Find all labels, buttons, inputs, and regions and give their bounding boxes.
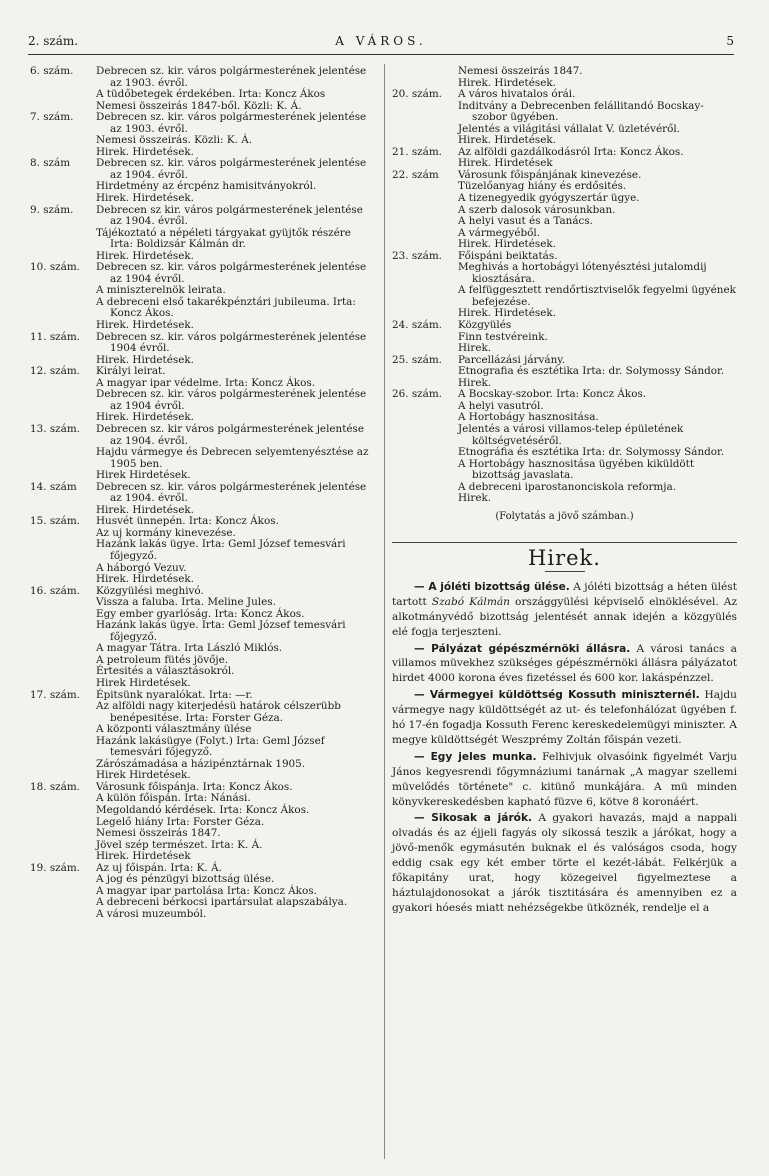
issue-entry [30, 262, 375, 331]
article-title: Hirek. Hirdetések [458, 157, 553, 170]
issue-entry [30, 205, 375, 263]
issue-entry [392, 147, 737, 170]
article-title: Városunk főispánjának kinevezése. [458, 168, 642, 181]
news-item [392, 642, 737, 687]
article-title: A jog és pénzügyi bizottság ülése. [96, 873, 275, 886]
right-column [392, 66, 737, 918]
news-items [392, 580, 737, 916]
article-title: Királyi leirat. [96, 365, 166, 378]
issue-contents [96, 482, 375, 517]
issue-contents [458, 66, 737, 89]
article-title: Hirek. Hirdetések. [96, 573, 194, 586]
header-divider [28, 54, 734, 55]
continuation-note: (Folytatás a jövő számban.) [495, 510, 634, 522]
article-title: Nemesi összeirás 1847-ből. Közli: K. Á. [96, 99, 302, 112]
issue-contents [96, 586, 375, 690]
article-title: Hirek. Hirdetések. [96, 145, 194, 158]
article-title: A központi választmány ülése [96, 723, 252, 736]
article-title: Etnográfia és esztétika Irta: dr. Solymossy Sándor. [458, 446, 725, 459]
issue-contents [458, 389, 737, 504]
issue-number-label: 6. szám. [30, 65, 74, 77]
section-divider [392, 542, 737, 543]
article-title: Hirek. Hirdetések. [96, 319, 194, 332]
article-title: Inditvány a Debrecenben felállitandó Bocskay-szobor ügyében. [458, 99, 704, 124]
article-title: Hirdetmény az ércpénz hamisitványokról. [96, 180, 317, 193]
issue-contents [458, 89, 737, 147]
article-title: Városunk főispánja. Irta: Koncz Ákos. [96, 780, 293, 793]
news-body: A jóléti bizottság a héten ülést tartott [392, 580, 737, 608]
issue-contents [96, 424, 375, 482]
article-title: Husvét ünnepén. Irta: Koncz Ákos. [96, 515, 279, 528]
article-title: Meghivás a hortobágyi lótenyésztési jutalomdij kiosztására. [458, 261, 707, 285]
article-title: Debrecen sz kir. város polgármesterének jelentése az 1904. évről. [96, 203, 363, 228]
article-title: Hirek. Hirdetések. [96, 249, 194, 262]
article-title: Hirek. Hirdetések [96, 850, 191, 863]
article-title: Nemesi összeirás 1847. [96, 827, 221, 840]
article-title: Hirek. Hirdetések. [96, 192, 194, 205]
news-headline: — Pályázat gépészmérnöki állásra. [414, 642, 631, 655]
issue-entry [30, 782, 375, 863]
news-headline: — Egy jeles munka. [414, 750, 537, 763]
issue-number-label: 10. szám. [30, 261, 80, 274]
article-title: A Bocskay-szobor. Irta: Koncz Ákos. [458, 388, 647, 401]
issue-entry [392, 389, 737, 504]
news-body: A gyakori havazás, majd a nappali olvadás és az éjjeli fagyás oly sikossá teszik a járókat, hogy a jövő-menők egymásutén buknak el és valóságos csoda, hogy eddig csak egy két ember törte el kezét-lábát. Felkérjük a főkapitány urat, hogy közegeivel figyelmeztese a háztulajdonosokat a járók tisztitására és amennyiben ez a gyakori hóesés miatt nehézségekbe ütköznék, rendelje el a [392, 812, 737, 914]
news-item [392, 580, 737, 640]
article-title: Értesités a választásokról. [96, 665, 235, 678]
issue-entry [392, 355, 737, 390]
article-title: Debrecen sz. kir. város polgármesterének jelentése az 1904 évről. [96, 261, 367, 285]
issue-contents [96, 66, 375, 112]
article-title: Hirek. Hirdetések. [458, 134, 556, 147]
article-title: Jelentés a világitási vállalat V. üzletévéről. [458, 122, 680, 135]
article-title: Főispáni beiktatás. [458, 249, 558, 262]
issue-contents [96, 516, 375, 585]
article-title: A magyar Tátra. Irta László Miklós. [96, 642, 283, 655]
article-title: Hazánk lakás ügye. Irta: Geml József temesvári főjegyző. [96, 538, 346, 562]
article-title: Nemesi összeirás. Közli: K. Á. [96, 134, 253, 147]
issue-contents [96, 158, 375, 204]
article-title: Hirek. Hirdetések. [458, 238, 556, 251]
issue-entry [30, 586, 375, 690]
article-title: Hirek Hirdetések. [96, 769, 191, 782]
news-item [392, 750, 737, 810]
issue-entry [30, 690, 375, 782]
issue-number-label: 9. szám. [30, 203, 74, 216]
page-header [28, 34, 734, 52]
article-title: Az uj kormány kinevezése. [96, 526, 236, 539]
issue-number-label [392, 66, 458, 89]
article-title: A petroleum fütés jövője. [96, 653, 229, 666]
issue-contents [96, 782, 375, 863]
issue-number-label: 14. szám [30, 480, 77, 493]
article-title: Etnografia és esztétika Irta: dr. Solymossy Sándor. [458, 365, 725, 378]
article-title: Hirek. [458, 492, 492, 505]
column-divider [384, 64, 385, 1159]
issue-contents [96, 112, 375, 158]
article-title: Hirek. [458, 342, 492, 355]
left-column-contents [30, 66, 375, 920]
issue-contents [458, 320, 737, 355]
article-title: A helyi vasut és a Tanács. [458, 215, 593, 228]
issue-number-label: 13. szám. [30, 422, 80, 435]
article-title: A külön főispán. Irta: Nánási. [96, 792, 251, 805]
article-title: Közgyülés [458, 319, 512, 332]
article-title: A helyi vasutról. [458, 399, 544, 412]
issue-entry [30, 424, 375, 482]
article-title: Debrecen sz. kir. város polgármesterének jelentése 1904 évről. [96, 330, 367, 355]
issue-entry [30, 482, 375, 517]
article-title: A debreceni iparostanonciskola reformja. [458, 480, 677, 493]
issue-entry [392, 66, 737, 89]
article-title: Egy ember gyarlóság. Irta: Koncz Ákos. [96, 607, 305, 620]
issue-number-label: 25. szám. [392, 353, 442, 366]
article-title: A felfüggesztett rendőrtisztviselők fegyelmi ügyének befejezése. [458, 284, 736, 308]
issue-number-label: 19. szám. [30, 861, 80, 874]
issue-entry [392, 320, 737, 355]
news-headline: — Sikosak a járók. [414, 812, 533, 825]
issue-contents [458, 147, 737, 170]
issue-number: 2. szám. [28, 34, 79, 48]
article-title: A tüdőbetegek érdekében. Irta: Koncz Ákos [96, 88, 326, 101]
news-item [392, 811, 737, 915]
issue-entry [30, 516, 375, 585]
article-title: Az alföldi nagy kiterjedésü határok célszerübb benépesitése. Irta: Forster Géza. [96, 700, 341, 724]
article-title: A debreceni bérkocsi ipartársulat alapszabálya. [96, 896, 348, 909]
article-title: Finn testvéreink. [458, 330, 548, 343]
article-title: Parcellázási járvány. [458, 353, 566, 366]
article-title: Megoldandó kérdések. Irta: Koncz Ákos. [96, 804, 310, 816]
page-number: 5 [726, 34, 734, 48]
article-title: A város hivatalos órái. [458, 88, 576, 101]
news-item [392, 688, 737, 748]
article-title: Nemesi összeirás 1847. [458, 65, 583, 77]
article-title: Tájékoztató a népéleti tárgyakat gyüjtők részére Irta: Boldizsár Kálmán dr. [96, 226, 351, 251]
article-title: A Hortobágy hasznositása ügyében kiküldött bizottság javaslata. [458, 457, 695, 482]
article-title: A vármegyéből. [458, 226, 541, 239]
issue-number-label: 12. szám. [30, 365, 80, 378]
masthead-title: A VÁROS. [335, 34, 427, 48]
issue-entry [30, 366, 375, 424]
issue-contents [458, 251, 737, 320]
article-title: A szerb dalosok városunkban. [458, 203, 616, 216]
article-title: Épitsünk nyaralókat. Irta: —r. [96, 688, 253, 701]
issue-number-label: 22. szám [392, 168, 439, 181]
issue-entry [392, 89, 737, 147]
news-body: Hajdu vármegye nagy küldöttségét az ut- és telefonhálózat ügyében f. hó 17-én fogadja Kossuth Ferenc kereskedelemügyi miniszter. A megye küldöttségét Weszprémy Zoltán főispán vezeti. [392, 689, 737, 746]
article-title: Az alföldi gazdálkodásról Irta: Koncz Ákos. [458, 145, 684, 158]
article-title: Debrecen sz. kir város polgármesterének jelentése az 1904. évről. [96, 422, 365, 447]
issue-contents [458, 355, 737, 390]
news-headline: — Vármegyei küldöttség Kossuth miniszternél. [414, 689, 700, 702]
issue-contents [96, 863, 375, 921]
issue-number-label: 17. szám. [30, 688, 80, 701]
issue-contents [96, 366, 375, 424]
article-title: Hirek. Hirdetések. [458, 76, 556, 89]
title-underline [545, 571, 585, 572]
issue-entry [392, 251, 737, 320]
issue-number-label: 11. szám. [30, 330, 80, 343]
news-body-continued: országgyülési képviselő elnöklésével. Az alkotmányvédő bizottság jelentését annak idején a közgyülés elé fogja terjeszteni. [392, 595, 738, 638]
article-title: Vissza a faluba. Irta. Meline Jules. [96, 596, 276, 609]
article-title: Debrecen sz. kir. város polgármesterének jelentése az 1903. évről. [96, 111, 367, 135]
issue-number-label: 7. szám. [30, 111, 74, 124]
issue-entry [30, 158, 375, 204]
article-title: Hirek Hirdetések. [96, 676, 191, 689]
article-title: A háborgó Vezuv. [96, 561, 187, 574]
issue-contents [96, 332, 375, 367]
news-emphasis: Szabó Kálmán [431, 595, 511, 608]
issue-contents [96, 205, 375, 263]
issue-entry [30, 112, 375, 158]
article-title: Jövel szép természet. Irta: K. Á. [96, 838, 263, 851]
article-title: Debrecen sz. kir. város polgármesterének jelentése az 1904 évről. [96, 388, 367, 412]
issue-entry [392, 170, 737, 251]
article-title: Hirek. Hirdetések. [96, 353, 194, 366]
article-title: A miniszterelnök leirata. [96, 284, 226, 297]
article-title: Jelentés a városi villamos-telep épületének költségvetéséről. [458, 422, 684, 447]
news-body: A városi tanács a villamos müvekhez szükséges gépészmérnöki állásra pályázatot hirdet 4000 korona éves fizetéssel és 600 kor. lakáspénzzel. [392, 642, 737, 685]
article-title: A Hortobágy hasznositása. [458, 411, 599, 424]
issue-contents [96, 690, 375, 782]
article-title: Hirek. Hirdetések. [458, 307, 556, 320]
article-title: Hajdu vármegye és Debrecen selyemtenyésztése az 1905 ben. [96, 446, 369, 470]
article-title: Debrecen sz. kir. város polgármesterének jelentése az 1904. évről. [96, 480, 367, 505]
issue-entry [30, 332, 375, 367]
news-headline: — A jóléti bizottság ülése. [414, 580, 570, 593]
news-section-title: Hirek. [528, 546, 601, 571]
issue-entry [30, 863, 375, 921]
article-title: A városi muzeumból. [96, 907, 207, 920]
article-title: Debrecen sz. kir. város polgármesterének jelentése az 1903. évről. [96, 65, 367, 89]
article-title: A debreceni első takarékpénztári jubileuma. Irta: Koncz Ákos. [96, 295, 356, 320]
issue-number-label: 23. szám. [392, 249, 442, 262]
issue-number-label: 21. szám. [392, 145, 442, 158]
right-column-contents [392, 66, 737, 505]
article-title: Tüzelőanyag hiány és erdősités. [458, 180, 627, 193]
article-title: Hirek. Hirdetések. [96, 411, 194, 424]
issue-number-label: 24. szám. [392, 319, 442, 332]
article-title: Legelő hiány Irta: Forster Géza. [96, 815, 265, 828]
article-title: Hirek. Hirdetések. [96, 503, 194, 516]
article-title: Az uj főispán. Irta: K. Á. [96, 861, 222, 874]
article-title: Hazánk lakásügye (Folyt.) Irta: Geml József temesvári főjegyző. [96, 734, 325, 759]
issue-entry [30, 66, 375, 112]
article-title: A magyar ipar védelme. Irta: Koncz Ákos. [96, 376, 315, 389]
article-title: Hazánk lakás ügye. Irta: Geml József temesvári főjegyző. [96, 619, 346, 643]
article-title: A tizenegyedik gyógyszertár ügye. [458, 192, 640, 205]
issue-number-label: 26. szám. [392, 388, 442, 401]
article-title: Debrecen sz. kir. város polgármesterének jelentése az 1904. évről. [96, 157, 367, 181]
news-body: Felhivjuk olvasóink figyelmét Varju János kegyesrendi főgymnáziumi tanárnak „A magyar szellemi müvelődés története" c. kitünő munkájára. A mü minden könyvkereskedésben kapható füzve 6, kötve 8 koronáért. [392, 750, 737, 808]
article-title: Zárószámadása a házipénztárnak 1905. [96, 757, 306, 770]
issue-number-label: 20. szám. [392, 88, 442, 101]
article-title: Hirek. [458, 376, 492, 389]
issue-contents [458, 170, 737, 251]
issue-contents [96, 262, 375, 331]
issue-number-label: 18. szám. [30, 780, 80, 793]
article-title: A magyar ipar partolása Irta: Koncz Ákos. [96, 884, 317, 897]
issue-number-label: 15. szám. [30, 515, 80, 528]
article-title: Közgyülési meghivó. [96, 584, 204, 597]
article-title: Hirek Hirdetések. [96, 469, 191, 482]
issue-number-label: 8. szám [30, 157, 71, 170]
issue-number-label: 16. szám. [30, 584, 80, 597]
